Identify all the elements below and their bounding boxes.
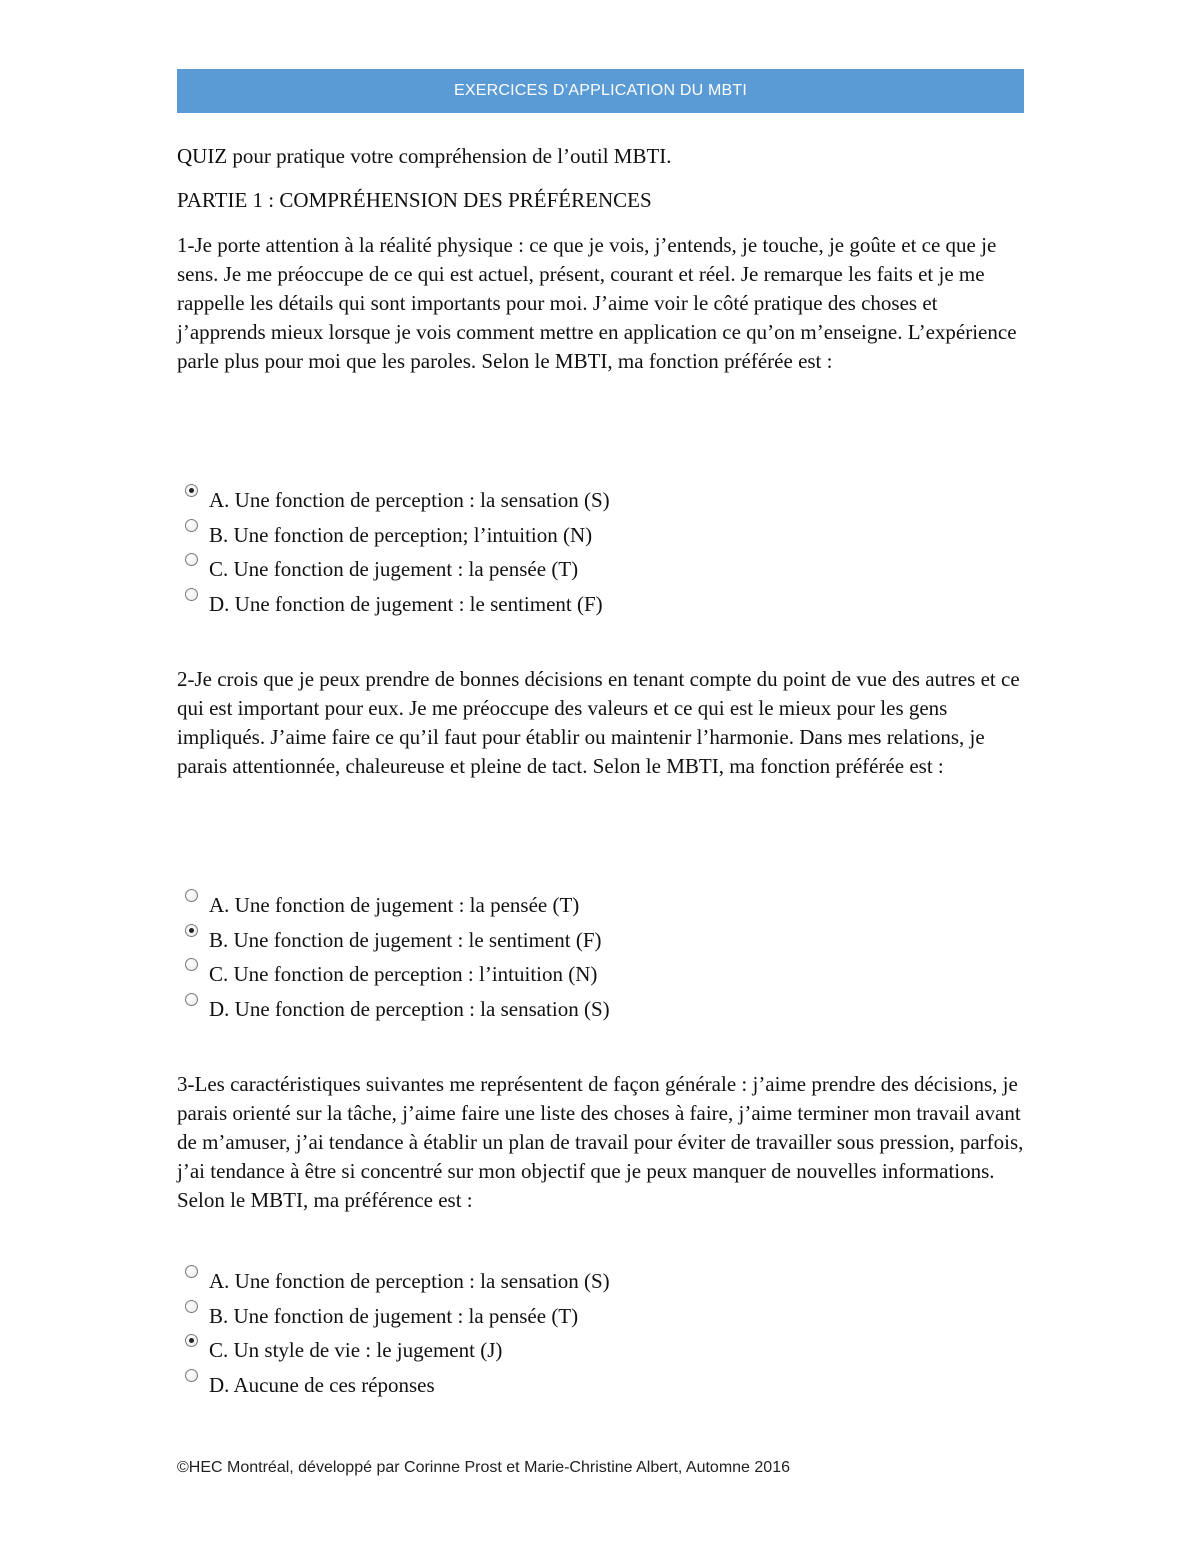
option-label: D. Une fonction de perception : la sensation (S) (209, 996, 610, 1021)
radio-icon[interactable] (185, 553, 198, 566)
question-1-options (177, 483, 1027, 621)
document-title: EXERCICES D’APPLICATION DU MBTI (453, 82, 748, 99)
radio-icon[interactable] (185, 519, 198, 532)
radio-icon[interactable] (185, 1300, 198, 1313)
question-2-option-d[interactable] (177, 992, 1027, 1027)
radio-icon[interactable] (185, 1334, 198, 1347)
question-3-options (177, 1264, 1027, 1402)
radio-icon[interactable] (185, 889, 198, 902)
question-3-option-d[interactable] (177, 1368, 1027, 1403)
question-2-option-b[interactable] (177, 923, 1027, 958)
question-3-text: 3-Les caractéristiques suivantes me représentent de façon générale : j’aime prendre des décisions, je parais orienté sur la tâche, j’aime faire une liste des choses à faire, j’aime terminer mon travail avant de m’amuser, j’ai tendance à établir un plan de travail pour éviter de travailler sous pression, parfois, j’ai tendance à être si concentré sur mon objectif que je peux manquer de nouvelles informations. Selon le MBTI, ma préférence est : (177, 1072, 1024, 1212)
question-1-option-d[interactable] (177, 587, 1027, 622)
section-title: PARTIE 1 : COMPRÉHENSION DES PRÉFÉRENCES (177, 188, 652, 212)
question-2-options (177, 888, 1027, 1026)
option-label: A. Une fonction de jugement : la pensée (T) (209, 893, 580, 917)
question-1-option-b[interactable] (177, 518, 1027, 553)
quiz-intro: QUIZ pour pratique votre compréhension de l’outil MBTI. (177, 144, 672, 168)
option-label: C. Une fonction de jugement : la pensée (T) (209, 557, 579, 581)
option-label: A. Une fonction de perception : la sensation (S) (209, 1269, 610, 1293)
question-1-text: 1-Je porte attention à la réalité physique : ce que je vois, j’entends, je touche, je goûte et ce que je sens. Je me préoccupe de ce qui est actuel, présent, courant et réel. Je remarque les faits et je me rappelle les détails qui sont importants pour moi. J’aime voir le côté pratique des choses et j’apprends mieux lorsque je vois comment mettre en application ce qu’on m’enseigne. L’expérience parle plus pour moi que les paroles. Selon le MBTI, ma fonction préférée est : (177, 233, 1017, 373)
option-label: D. Aucune de ces réponses (209, 1372, 435, 1397)
question-3-option-b[interactable] (177, 1299, 1027, 1334)
document-header (177, 69, 1024, 113)
radio-icon[interactable] (185, 1265, 198, 1278)
radio-icon[interactable] (185, 1369, 198, 1382)
question-1-option-c[interactable] (177, 552, 1027, 587)
question-3-option-a[interactable] (177, 1264, 1027, 1299)
radio-icon[interactable] (185, 993, 198, 1006)
option-label: A. Une fonction de perception : la sensation (S) (209, 488, 610, 512)
radio-icon[interactable] (185, 588, 198, 601)
option-label: B. Une fonction de perception; l’intuition (N) (209, 522, 593, 547)
option-label: C. Une fonction de perception : l’intuition (N) (209, 962, 598, 986)
radio-icon[interactable] (185, 484, 198, 497)
question-3-option-c[interactable] (177, 1333, 1027, 1368)
radio-icon[interactable] (185, 924, 198, 937)
option-label: D. Une fonction de jugement : le sentiment (F) (209, 591, 603, 616)
question-2-option-c[interactable] (177, 957, 1027, 992)
option-label: C. Un style de vie : le jugement (J) (209, 1338, 503, 1362)
question-2-text: 2-Je crois que je peux prendre de bonnes décisions en tenant compte du point de vue des autres et ce qui est important pour eux. Je me préoccupe des valeurs et ce qui est le mieux pour les gens impliqués. J’aime faire ce qu’il faut pour établir ou maintenir l’harmonie. Dans mes relations, je parais attentionnée, chaleureuse et pleine de tact. Selon le MBTI, ma fonction préférée est : (177, 667, 1020, 778)
question-2-option-a[interactable] (177, 888, 1027, 923)
question-1-option-a[interactable] (177, 483, 1027, 518)
radio-icon[interactable] (185, 958, 198, 971)
option-label: B. Une fonction de jugement : la pensée (T) (209, 1303, 579, 1328)
option-label: B. Une fonction de jugement : le sentiment (F) (209, 927, 602, 952)
copyright-footer: ©HEC Montréal, développé par Corinne Prost et Marie-Christine Albert, Automne 2016 (177, 1459, 790, 1476)
